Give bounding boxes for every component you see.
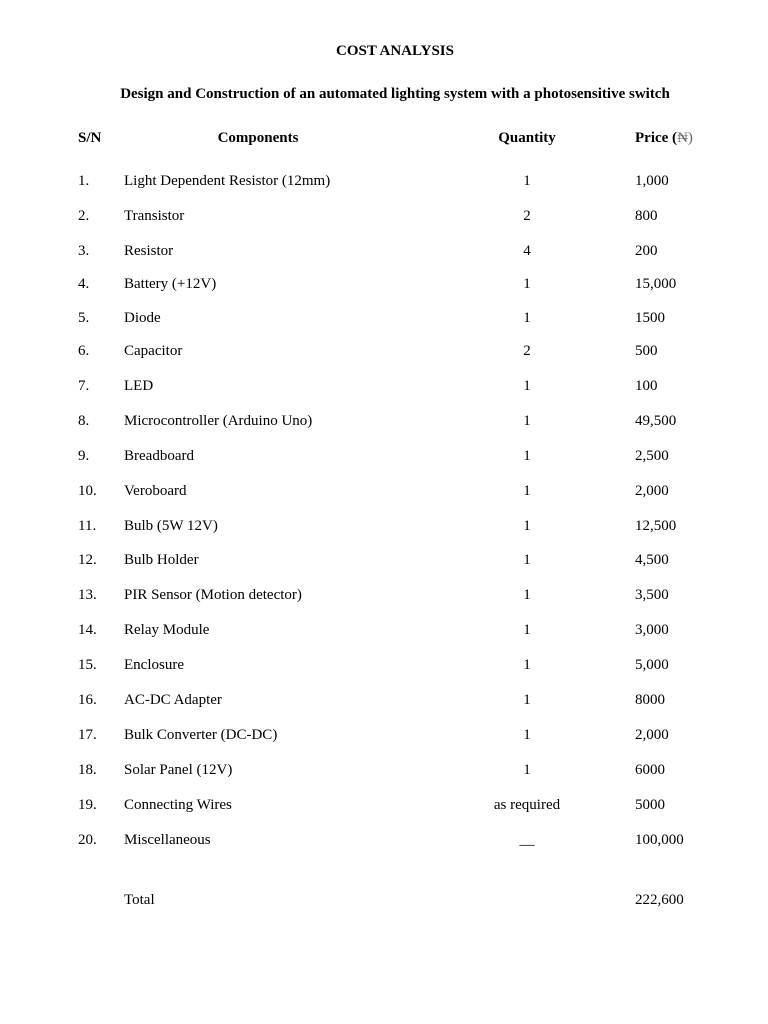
row-component: Bulb (5W 12V)	[124, 518, 218, 534]
row-sn: 1.	[78, 173, 90, 189]
row-quantity: as required	[493, 797, 561, 813]
table-row	[0, 483, 768, 503]
row-price: 800	[635, 208, 658, 224]
row-price: 200	[635, 243, 658, 259]
table-row	[0, 657, 768, 677]
row-sn: 3.	[78, 243, 90, 259]
table-row	[0, 343, 768, 363]
table-row	[0, 622, 768, 642]
row-price: 100	[635, 378, 658, 394]
row-quantity: 1	[523, 622, 531, 638]
row-quantity: 1	[523, 657, 531, 673]
row-component: Capacitor	[124, 343, 183, 359]
row-sn: 5.	[78, 310, 90, 326]
row-price: 49,500	[635, 413, 677, 429]
row-price: 4,500	[635, 552, 669, 568]
row-price: 2,000	[635, 727, 669, 743]
row-sn: 9.	[78, 448, 90, 464]
row-quantity: 1	[523, 448, 531, 464]
table-row	[0, 208, 768, 228]
row-sn: 15.	[78, 657, 97, 673]
document-title: COST ANALYSIS	[336, 43, 454, 59]
row-component: Bulk Converter (DC-DC)	[124, 727, 278, 743]
row-quantity: 1	[523, 552, 531, 568]
table-row	[0, 552, 768, 572]
table-row	[0, 727, 768, 747]
row-component: Relay Module	[124, 622, 210, 638]
row-quantity: 1	[523, 413, 531, 429]
table-header-row	[0, 130, 768, 150]
table-row	[0, 276, 768, 296]
row-quantity: 4	[523, 243, 531, 259]
row-price: 2,500	[635, 448, 669, 464]
row-price: 5000	[635, 797, 665, 813]
total-row	[0, 892, 768, 912]
row-component: LED	[124, 378, 154, 394]
row-price: 12,500	[635, 518, 677, 534]
row-component: Veroboard	[124, 483, 187, 499]
row-sn: 11.	[78, 518, 97, 534]
total-value: 222,600	[635, 892, 684, 908]
table-row	[0, 587, 768, 607]
row-price: 8000	[635, 692, 665, 708]
row-component: Microcontroller (Arduino Uno)	[124, 413, 313, 429]
row-price: 2,000	[635, 483, 669, 499]
row-quantity: 1	[523, 692, 531, 708]
header-quantity: Quantity	[498, 130, 556, 146]
row-component: Solar Panel (12V)	[124, 762, 233, 778]
row-component: Transistor	[124, 208, 185, 224]
table-row	[0, 378, 768, 398]
row-sn: 20.	[78, 832, 97, 848]
table-row	[0, 173, 768, 193]
row-component: Resistor	[124, 243, 174, 259]
header-price-label: Price (	[635, 130, 678, 146]
row-quantity: 1	[523, 310, 531, 326]
total-label: Total	[124, 892, 155, 908]
row-component: Diode	[124, 310, 161, 326]
table-row	[0, 832, 768, 852]
header-price	[635, 130, 693, 147]
table-row	[0, 797, 768, 817]
row-sn: 14.	[78, 622, 97, 638]
header-price-close: )	[687, 130, 693, 146]
table-row	[0, 243, 768, 263]
row-component: Breadboard	[124, 448, 194, 464]
row-quantity: 1	[523, 276, 531, 292]
row-sn: 4.	[78, 276, 90, 292]
row-sn: 10.	[78, 483, 97, 499]
row-price: 500	[635, 343, 658, 359]
row-sn: 13.	[78, 587, 97, 603]
row-sn: 8.	[78, 413, 90, 429]
row-sn: 19.	[78, 797, 97, 813]
row-sn: 18.	[78, 762, 97, 778]
table-row	[0, 413, 768, 433]
row-price: 6000	[635, 762, 665, 778]
row-sn: 7.	[78, 378, 90, 394]
row-component: Bulb Holder	[124, 552, 199, 568]
row-sn: 17.	[78, 727, 97, 743]
header-components: Components	[217, 130, 299, 146]
table-row	[0, 518, 768, 538]
row-component: Enclosure	[124, 657, 184, 673]
row-quantity: 1	[523, 378, 531, 394]
row-quantity: 1	[523, 587, 531, 603]
header-sn: S/N	[78, 130, 102, 146]
row-price: 15,000	[635, 276, 677, 292]
table-row	[0, 692, 768, 712]
document-subtitle: Design and Construction of an automated lighting system with a photosensitive switch	[120, 86, 670, 102]
row-component: Miscellaneous	[124, 832, 211, 848]
row-component: Battery (+12V)	[124, 276, 217, 292]
row-price: 100,000	[635, 832, 684, 848]
naira-currency-symbol: ₦	[677, 130, 688, 146]
row-component: PIR Sensor (Motion detector)	[124, 587, 302, 603]
row-sn: 12.	[78, 552, 97, 568]
row-quantity: 1	[523, 762, 531, 778]
row-quantity: 1	[523, 483, 531, 499]
row-component: AC-DC Adapter	[124, 692, 222, 708]
row-component: Connecting Wires	[124, 797, 232, 813]
row-sn: 2.	[78, 208, 90, 224]
table-row	[0, 762, 768, 782]
row-quantity: 2	[523, 208, 531, 224]
row-price: 5,000	[635, 657, 669, 673]
row-price: 3,500	[635, 587, 669, 603]
row-quantity: 1	[523, 173, 531, 189]
row-sn: 6.	[78, 343, 90, 359]
row-price: 1,000	[635, 173, 669, 189]
row-quantity: __	[519, 832, 535, 848]
row-component: Light Dependent Resistor (12mm)	[124, 173, 331, 189]
table-row	[0, 310, 768, 330]
table-row	[0, 448, 768, 468]
row-quantity: 1	[523, 518, 531, 534]
row-sn: 16.	[78, 692, 97, 708]
row-price: 1500	[635, 310, 665, 326]
row-quantity: 2	[523, 343, 531, 359]
row-quantity: 1	[523, 727, 531, 743]
row-price: 3,000	[635, 622, 669, 638]
